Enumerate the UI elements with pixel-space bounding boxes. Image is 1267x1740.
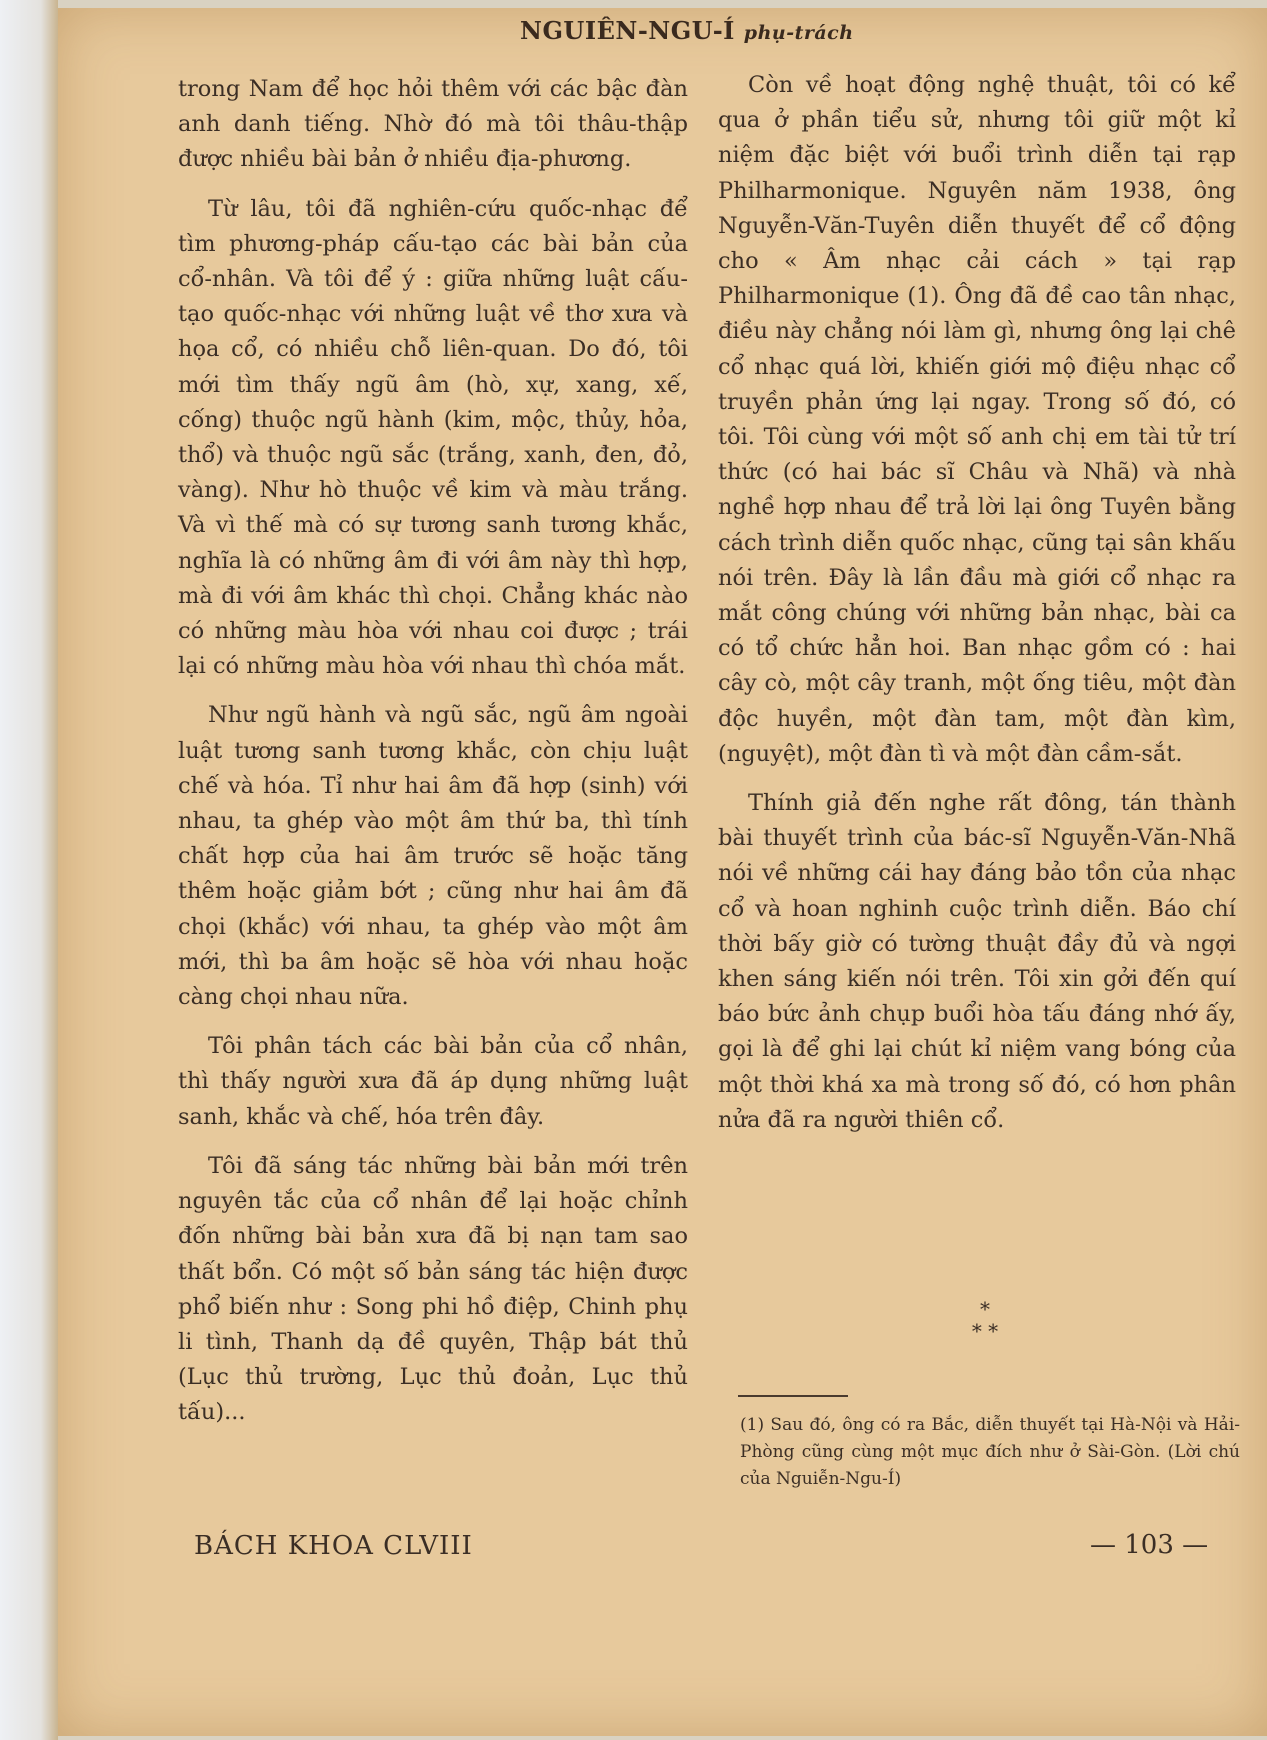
paragraph: Thính giả đến nghe rất đông, tán thành bài thuyết trình của bác-sĩ Nguyễn-Văn-Nhã nói về những cái hay đáng bảo tồn của nhạc cổ và hoan nghinh cuộc trình diễn. Báo chí thời bấy giờ có tường thuật đầy đủ và ngợi khen sáng kiến nói trên. Tôi xin gởi đến quí báo bức ảnh chụp buổi hòa tấu đáng nhớ ấy, gọi là để ghi lại chút kỉ niệm vang bóng của một thời khá xa mà trong số đó, có hơn phân nửa đã ra người thiên cổ.	[718, 790, 1236, 1133]
page-header	[520, 16, 920, 45]
footnote-rule	[738, 1395, 848, 1397]
paragraph: trong Nam để học hỏi thêm với các bậc đàn anh danh tiếng. Nhờ đó mà tôi thâu-thập được nhiều bài bản ở nhiều địa-phương.	[178, 76, 688, 173]
publication-name: BÁCH KHOA CLVIII	[194, 1531, 473, 1561]
paragraph: Còn về hoạt động nghệ thuật, tôi có kể qua ở phần tiểu sử, nhưng tôi giữ một kỉ niệm đặc biệt với buổi trình diễn tại rạp Philharmonique. Nguyên năm 1938, ông Nguyễn-Văn-Tuyên diễn thuyết để cổ động cho « Âm nhạc cải cách » tại rạp Philharmonique (1). Ông đã đề cao tân nhạc, điều này chẳng nói làm gì, nhưng ông lại chê cổ nhạc quá lời, khiến giới mộ điệu nhạc cổ truyền phản ứng lại ngay. Trong số đó, có tôi. Tôi cùng với một số anh chị em tài tử trí thức (có hai bác sĩ Châu và Nhã) và nhà nghề hợp nhau để trả lời lại ông Tuyên bằng cách trình diễn quốc nhạc, cũng tại sân khấu nói trên. Đây là lần đầu mà giới cổ nhạc ra mắt công chúng với những bản nhạc, bài ca có tổ chức hẳn hoi. Ban nhạc gồm có : hai cây cò, một cây tranh, một ống tiêu, một đàn độc huyền, một đàn tam, một đàn kìm, (nguyệt), một đàn tì và một đàn cầm-sắt.	[718, 72, 1236, 767]
right-column	[718, 68, 1236, 1152]
paragraph: Tôi đã sáng tác những bài bản mới trên nguyên tắc của cổ nhân để lại hoặc chỉnh đốn những bài bản xưa đã bị nạn tam sao thất bổn. Có một số bản sáng tác hiện được phổ biến như : Song phi hồ điệp, Chinh phụ li tình, Thanh dạ đề quyên, Thập bát thủ (Lục thủ trường, Lục thủ đoản, Lục thủ tấu)...	[178, 1152, 688, 1426]
page-number: — 103 —	[1090, 1530, 1209, 1560]
header-subtitle: phụ-trách	[743, 22, 854, 44]
section-separator: * * *	[971, 1297, 999, 1343]
header-title: NGUIÊN-NGU-Í	[520, 16, 735, 45]
scan-margin	[0, 0, 58, 1740]
paragraph: Từ lâu, tôi đã nghiên-cứu quốc-nhạc để tìm phương-pháp cấu-tạo các bài bản của cổ-nhân. Và tôi để ý : giữa những luật cấu-tạo quốc-nhạc với những luật về thơ xưa và họa cổ, có nhiều chỗ liên-quan. Do đó, tôi mới tìm thấy ngũ âm (hò, xự, xang, xế, cống) thuộc ngũ hành (kim, mộc, thủy, hỏa, thổ) và thuộc ngũ sắc (trắng, xanh, đen, đỏ, vàng). Như hò thuộc về kim và màu trắng. Và vì thế mà có sự tương sanh tương khắc, nghĩa là có những âm đi với âm này thì hợp, mà đi với âm khác thì chọi. Chẳng khác nào có những màu hòa với nhau coi được ; trái lại có những màu hòa với nhau thì chóa mắt.	[178, 195, 688, 680]
footnote: (1) Sau đó, ông có ra Bắc, diễn thuyết tại Hà-Nội và Hải-Phòng cũng cùng một mục đích như ở Sài-Gòn. (Lời chú của Nguiễn-Ngu-Í)	[740, 1415, 1240, 1489]
left-column	[178, 72, 688, 1445]
paragraph: Tôi phân tách các bài bản của cổ nhân, thì thấy người xưa đã áp dụng những luật sanh, khắc và chế, hóa trên đây.	[178, 1033, 688, 1130]
paragraph: Như ngũ hành và ngũ sắc, ngũ âm ngoài luật tương sanh tương khắc, còn chịu luật chế và hóa. Tỉ như hai âm đã hợp (sinh) với nhau, ta ghép vào một âm thứ ba, thì tính chất hợp của hai âm trước sẽ hoặc tăng thêm hoặc giảm bớt ; cũng như hai âm đã chọi (khắc) với nhau, ta ghép vào một âm mới, thì ba âm hoặc sẽ hòa với nhau hoặc càng chọi nhau nữa.	[178, 702, 688, 1011]
